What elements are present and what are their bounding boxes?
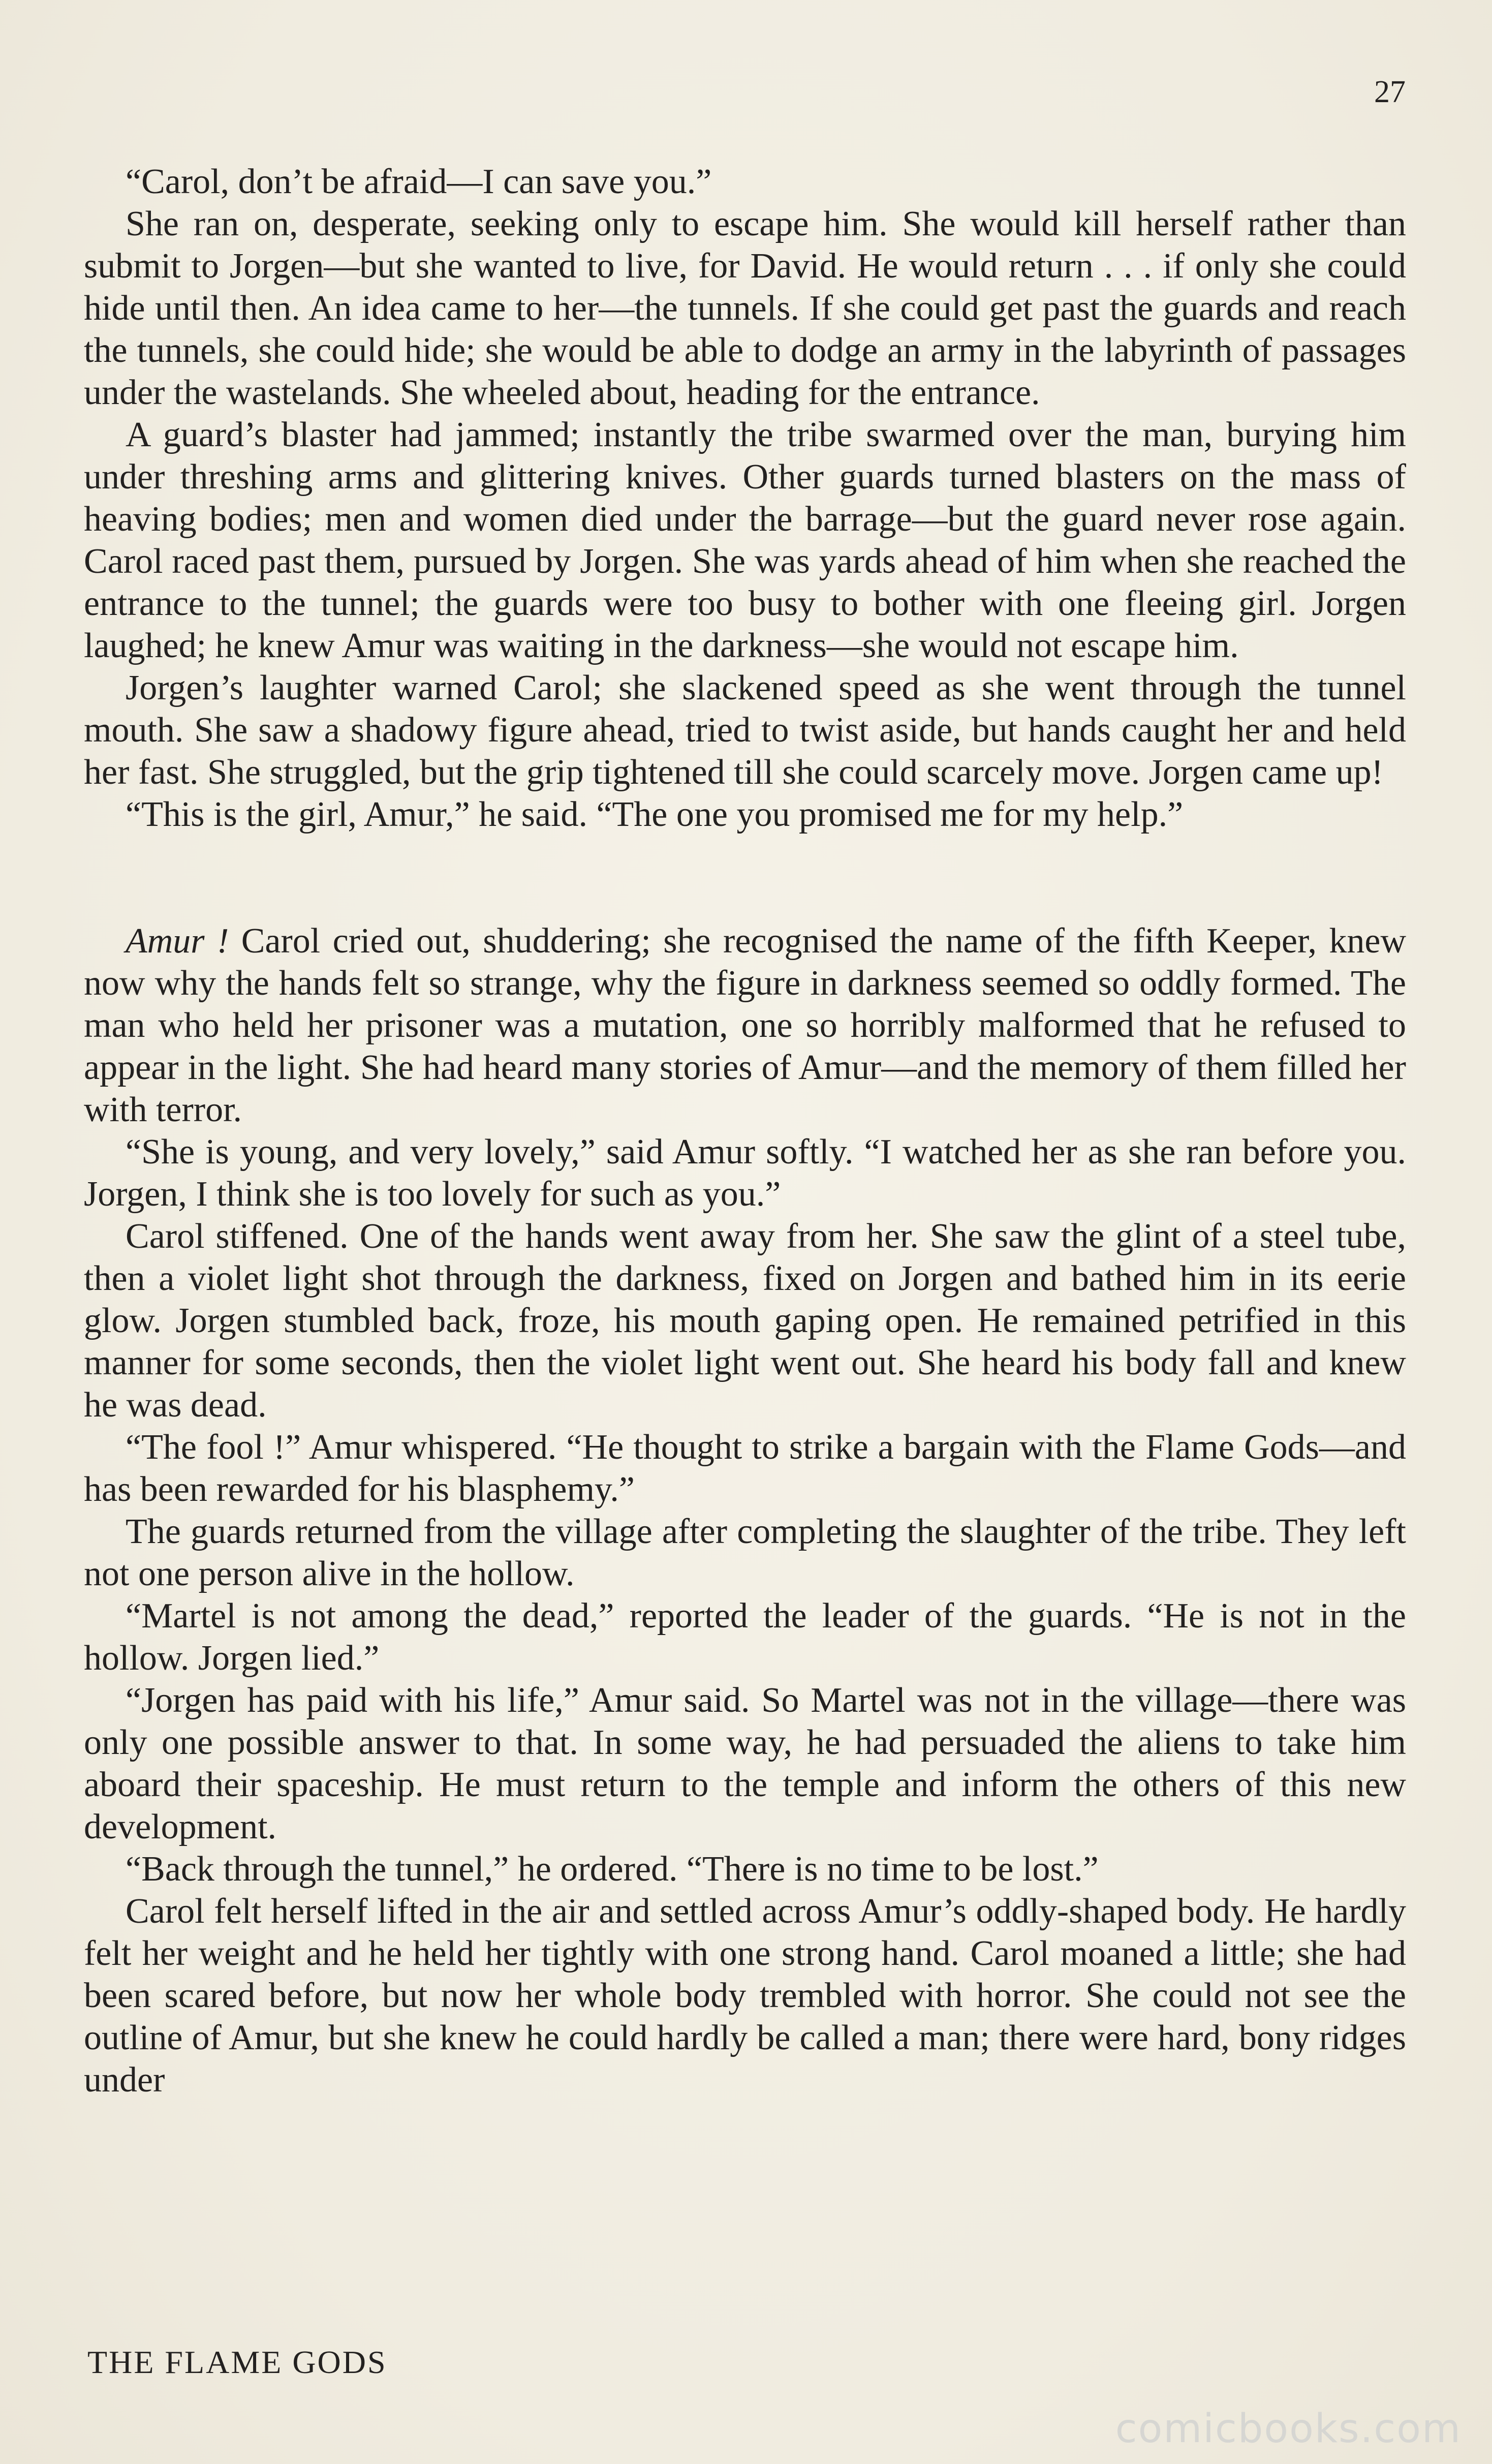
body-text [84,161,1406,2101]
paragraph: “Back through the tunnel,” he ordered. “There is no time to be lost.” [126,1850,1099,1889]
paragraph: Carol stiffened. One of the hands went away from her. She saw the glint of a steel tube, then a violet light shot through the darkness, fixed on Jorgen and bathed him in its eerie glow. Jorgen stumbled back, froze, his mouth gaping open. He remained petrified in this manner for some seconds, then the violet light went out. She heard his body fall and knew he was dead. [84,1217,1406,1425]
paragraph: She ran on, desperate, seeking only to escape him. She would kill herself rather than submit to Jorgen—but she wanted to live, for David. He would return . . . if only she could hide until then. An idea came to her—the tunnels. If she could get past the guards and reach the tunnels, she could hide; she would be able to dodge an army in the labyrinth of passages under the wastelands. She wheeled about, heading for the entrance. [84,204,1406,412]
page-number: 27 [1374,75,1406,109]
section-opening-paragraph [84,920,1406,1131]
paragraph: “Martel is not among the dead,” reported the leader of the guards. “He is not in the hollow. Jorgen lied.” [84,1596,1406,1678]
italic-name: Amur ! [126,921,229,961]
paragraph: Jorgen’s laughter warned Carol; she slackened speed as she went through the tunnel mouth. She saw a shadowy figure ahead, tried to twist aside, but hands caught her and held her fast. She struggled, but the grip tightened till she could scarcely move. Jorgen came up! [84,668,1406,792]
paragraph: “This is the girl, Amur,” he said. “The one you promised me for my help.” [126,795,1184,834]
running-title: THE FLAME GODS [87,2344,387,2380]
paragraph-text: Carol cried out, shuddering; she recognised the name of the fifth Keeper, knew now why the hands felt so strange, why the figure in darkness seemed so oddly formed. The man who held her prisoner was a mutation, one so horribly malformed that he refused to appear in the light. She had heard many stories of Amur—and the memory of them filled her with terror. [84,921,1406,1129]
paragraph: “The fool !” Amur whispered. “He thought to strike a bargain with the Flame Gods—and has been rewarded for his blasphemy.” [84,1428,1406,1509]
watermark: comicbooks.com [1115,2406,1462,2452]
paragraph: “She is young, and very lovely,” said Amur softly. “I watched her as she ran before you. Jorgen, I think she is too lovely for such as you.” [84,1132,1406,1214]
paragraph: A guard’s blaster had jammed; instantly the tribe swarmed over the man, burying him under threshing arms and glittering knives. Other guards turned blasters on the mass of heaving bodies; men and women died under the barrage—but the guard never rose again. Carol raced past them, pursued by Jorgen. She was yards ahead of him when she reached the entrance to the tunnel; the guards were too busy to bother with one fleeing girl. Jorgen laughed; he knew Amur was waiting in the darkness—she would not escape him. [84,415,1406,665]
paragraph: The guards returned from the village after completing the slaughter of the tribe. They left not one person alive in the hollow. [84,1512,1406,1593]
paragraph: “Jorgen has paid with his life,” Amur said. So Martel was not in the village—there was only one possible answer to that. In some way, he had persuaded the aliens to take him aboard their spaceship. He must return to the temple and inform the others of this new development. [84,1681,1406,1846]
paragraph: Carol felt herself lifted in the air and settled across Amur’s oddly-shaped body. He hardly felt her weight and he held her tightly with one strong hand. Carol moaned a little; she had been scared before, but now her whole body trembled with horror. She could not see the outline of Amur, but she knew he could hardly be called a man; there were hard, bony ridges under [84,1892,1406,2100]
paragraph: “Carol, don’t be afraid—I can save you.” [126,162,712,201]
